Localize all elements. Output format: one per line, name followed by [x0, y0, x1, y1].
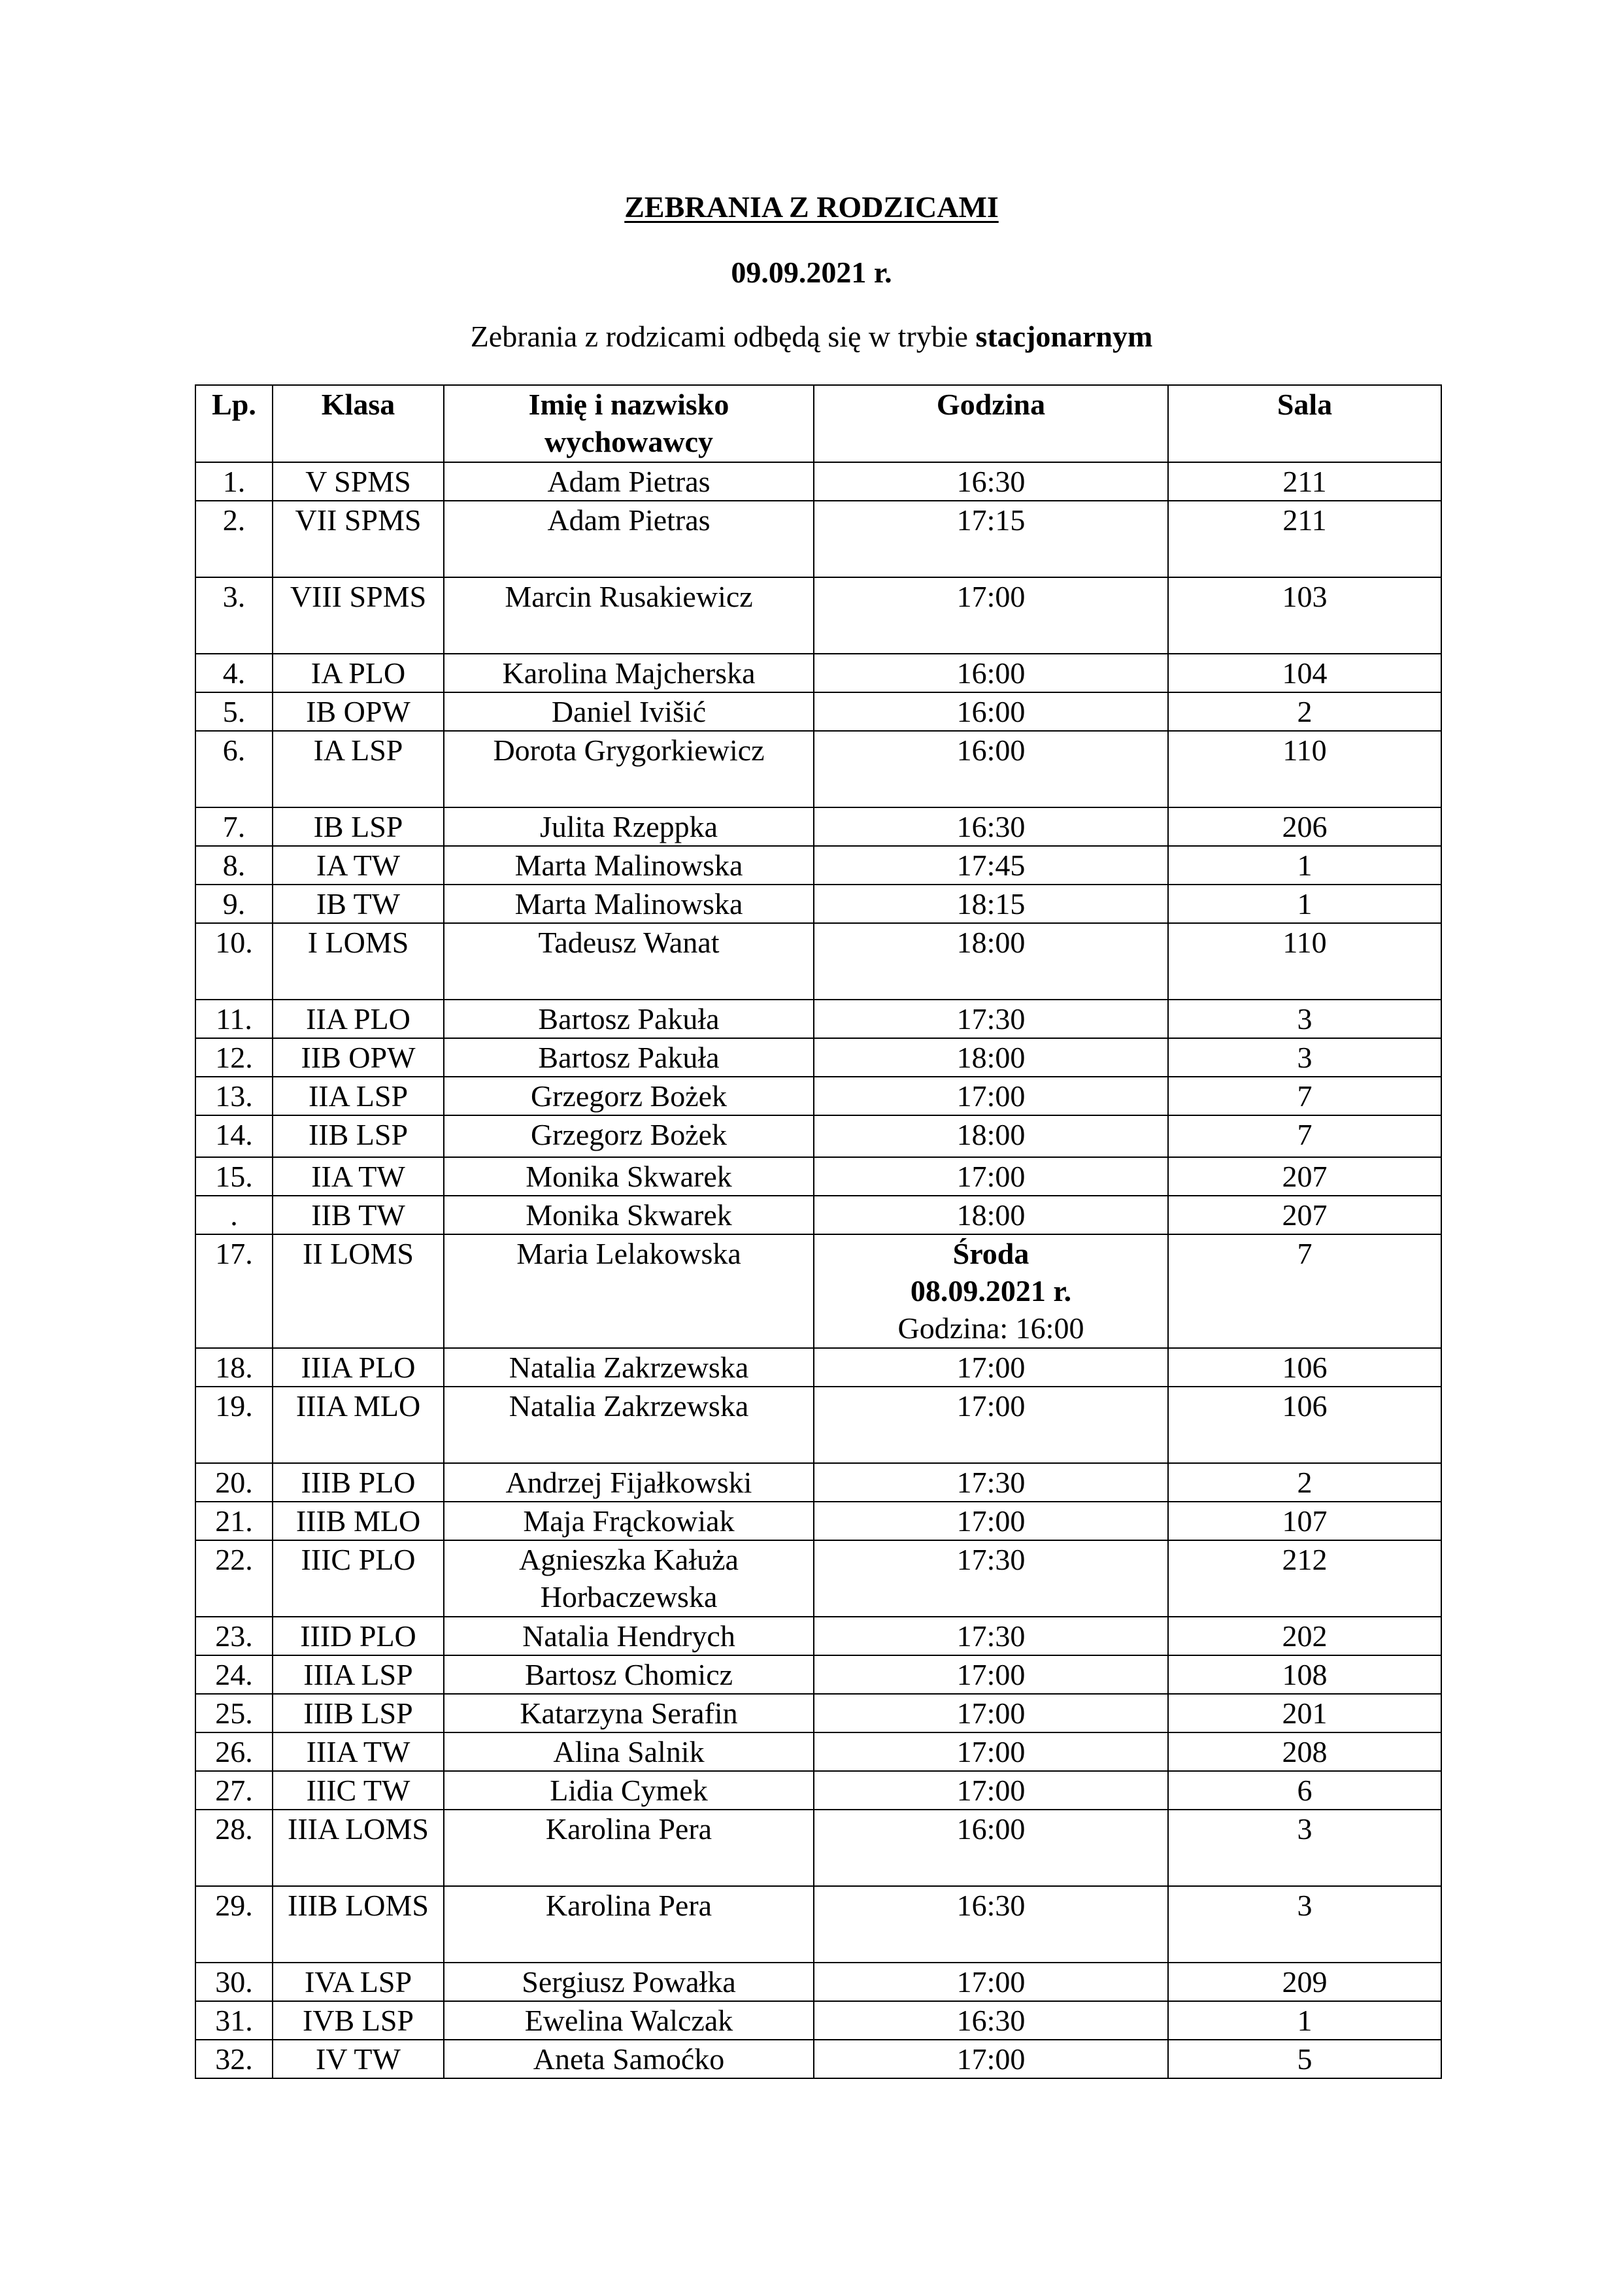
teacher-name: Natalia Zakrzewska: [444, 1387, 814, 1463]
meeting-time: 16:30: [814, 462, 1168, 501]
class-name: IIID PLO: [273, 1617, 444, 1655]
row-number: 24.: [195, 1655, 273, 1694]
header-lp: Lp.: [195, 385, 273, 462]
meeting-time: 17:30: [814, 1463, 1168, 1502]
meeting-time: 17:00: [814, 1732, 1168, 1771]
table-row: [195, 1463, 1441, 1502]
room-number: 211: [1168, 501, 1441, 577]
row-number: 3.: [195, 577, 273, 654]
meeting-time: 18:00: [814, 1196, 1168, 1234]
row-number: 5.: [195, 692, 273, 731]
table-row: [195, 2040, 1441, 2078]
class-name: IIIB PLO: [273, 1463, 444, 1502]
room-number: 108: [1168, 1655, 1441, 1694]
row-number: 11.: [195, 1000, 273, 1038]
room-number: 207: [1168, 1157, 1441, 1196]
teacher-name: Julita Rzeppka: [444, 807, 814, 846]
table-row: [195, 462, 1441, 501]
class-name: IIIB MLO: [273, 1502, 444, 1540]
room-number: 6: [1168, 1771, 1441, 1810]
room-number: 208: [1168, 1732, 1441, 1771]
meeting-day: Środa: [952, 1237, 1029, 1270]
teacher-name: Bartosz Pakuła: [444, 1000, 814, 1038]
teacher-name: Marta Malinowska: [444, 846, 814, 885]
class-name: IIA LSP: [273, 1077, 444, 1115]
teacher-name: Ewelina Walczak: [444, 2001, 814, 2040]
room-number: 110: [1168, 923, 1441, 1000]
table-row: [195, 501, 1441, 577]
meeting-time: 17:00: [814, 1077, 1168, 1115]
row-number: 8.: [195, 846, 273, 885]
table-row: [195, 1115, 1441, 1157]
class-name: IIIA PLO: [273, 1348, 444, 1387]
class-name: IA PLO: [273, 654, 444, 692]
table-row: [195, 1771, 1441, 1810]
table-row: [195, 1732, 1441, 1771]
table-row: [195, 731, 1441, 807]
meeting-time: 17:00: [814, 1655, 1168, 1694]
row-number: 13.: [195, 1077, 273, 1115]
row-number: 12.: [195, 1038, 273, 1077]
class-name: IIIC TW: [273, 1771, 444, 1810]
room-number: 1: [1168, 2001, 1441, 2040]
meeting-time: 16:00: [814, 692, 1168, 731]
teacher-name: Bartosz Pakuła: [444, 1038, 814, 1077]
class-name: IA TW: [273, 846, 444, 885]
teacher-name: Marcin Rusakiewicz: [444, 577, 814, 654]
meeting-schedule-table: [195, 384, 1442, 2079]
intro-text: Zebrania z rodzicami odbędą się w trybie: [470, 320, 976, 353]
table-row: [195, 1348, 1441, 1387]
class-name: IIIC PLO: [273, 1540, 444, 1617]
table-row: [195, 1810, 1441, 1886]
teacher-name: Dorota Grygorkiewicz: [444, 731, 814, 807]
meeting-time: 18:00: [814, 1038, 1168, 1077]
room-number: 7: [1168, 1115, 1441, 1157]
teacher-name: Alina Salnik: [444, 1732, 814, 1771]
teacher-name: Natalia Zakrzewska: [444, 1348, 814, 1387]
table-row: [195, 1038, 1441, 1077]
teacher-name: Karolina Pera: [444, 1886, 814, 1963]
class-name: IIIB LOMS: [273, 1886, 444, 1963]
meeting-time: 18:00: [814, 923, 1168, 1000]
table-row: [195, 846, 1441, 885]
room-number: 211: [1168, 462, 1441, 501]
meeting-time: [814, 1234, 1168, 1348]
row-number: 20.: [195, 1463, 273, 1502]
table-row: [195, 577, 1441, 654]
row-number: 14.: [195, 1115, 273, 1157]
room-number: 212: [1168, 1540, 1441, 1617]
row-number: 28.: [195, 1810, 273, 1886]
teacher-name: Monika Skwarek: [444, 1157, 814, 1196]
teacher-name: Maja Frąckowiak: [444, 1502, 814, 1540]
table-row: [195, 2001, 1441, 2040]
class-name: IIIA LSP: [273, 1655, 444, 1694]
room-number: 202: [1168, 1617, 1441, 1655]
meeting-time: 17:00: [814, 1694, 1168, 1732]
room-number: 206: [1168, 807, 1441, 846]
room-number: 3: [1168, 1038, 1441, 1077]
room-number: 207: [1168, 1196, 1441, 1234]
table-row: [195, 1655, 1441, 1694]
header-klasa: Klasa: [273, 385, 444, 462]
room-number: 2: [1168, 1463, 1441, 1502]
room-number: 7: [1168, 1077, 1441, 1115]
row-number: 15.: [195, 1157, 273, 1196]
meeting-time: 17:00: [814, 1771, 1168, 1810]
row-number: 23.: [195, 1617, 273, 1655]
room-number: 103: [1168, 577, 1441, 654]
class-name: IIIA LOMS: [273, 1810, 444, 1886]
table-row: [195, 1963, 1441, 2001]
meeting-time: 16:30: [814, 1886, 1168, 1963]
row-number: 25.: [195, 1694, 273, 1732]
class-name: VII SPMS: [273, 501, 444, 577]
table-row: [195, 1502, 1441, 1540]
row-number: 18.: [195, 1348, 273, 1387]
meeting-time: 17:00: [814, 1963, 1168, 2001]
room-number: 104: [1168, 654, 1441, 692]
row-number: 19.: [195, 1387, 273, 1463]
teacher-name: Karolina Majcherska: [444, 654, 814, 692]
class-name: I LOMS: [273, 923, 444, 1000]
table-row: [195, 1886, 1441, 1963]
teacher-name: Aneta Samoćko: [444, 2040, 814, 2078]
table-row: [195, 1387, 1441, 1463]
class-name: II LOMS: [273, 1234, 444, 1348]
class-name: IVA LSP: [273, 1963, 444, 2001]
header-room: Sala: [1168, 385, 1441, 462]
meeting-time: 17:00: [814, 1348, 1168, 1387]
room-number: 1: [1168, 885, 1441, 923]
teacher-name: Natalia Hendrych: [444, 1617, 814, 1655]
teacher-name: Andrzej Fijałkowski: [444, 1463, 814, 1502]
room-number: 3: [1168, 1000, 1441, 1038]
class-name: IB LSP: [273, 807, 444, 846]
meeting-time: 16:00: [814, 731, 1168, 807]
meeting-time: 17:15: [814, 501, 1168, 577]
class-name: IB OPW: [273, 692, 444, 731]
teacher-name: Karolina Pera: [444, 1810, 814, 1886]
row-number: 32.: [195, 2040, 273, 2078]
document-intro: [0, 319, 1623, 354]
teacher-name: Marta Malinowska: [444, 885, 814, 923]
room-number: 3: [1168, 1886, 1441, 1963]
meeting-time: 18:15: [814, 885, 1168, 923]
meeting-time: 16:30: [814, 807, 1168, 846]
teacher-name: Adam Pietras: [444, 501, 814, 577]
room-number: 107: [1168, 1502, 1441, 1540]
teacher-name: Monika Skwarek: [444, 1196, 814, 1234]
row-number: 10.: [195, 923, 273, 1000]
class-name: IIIA TW: [273, 1732, 444, 1771]
row-number: 22.: [195, 1540, 273, 1617]
teacher-name: Tadeusz Wanat: [444, 923, 814, 1000]
teacher-name: Grzegorz Bożek: [444, 1077, 814, 1115]
row-number: 4.: [195, 654, 273, 692]
document-date: 09.09.2021 r.: [731, 256, 892, 289]
table-row: [195, 1234, 1441, 1348]
room-number: 2: [1168, 692, 1441, 731]
room-number: 106: [1168, 1387, 1441, 1463]
meeting-time: 17:00: [814, 1387, 1168, 1463]
room-number: 1: [1168, 846, 1441, 885]
row-number: 6.: [195, 731, 273, 807]
table-row: [195, 1077, 1441, 1115]
teacher-name: Agnieszka Kałuża Horbaczewska: [444, 1540, 814, 1617]
document-title: ZEBRANIA Z RODZICAMI: [624, 190, 999, 224]
table-row: [195, 885, 1441, 923]
row-number: 7.: [195, 807, 273, 846]
room-number: 201: [1168, 1694, 1441, 1732]
meeting-time: 17:00: [814, 2040, 1168, 2078]
table-row: [195, 1157, 1441, 1196]
class-name: IIIB LSP: [273, 1694, 444, 1732]
table-row: [195, 1196, 1441, 1234]
class-name: V SPMS: [273, 462, 444, 501]
row-number: 31.: [195, 2001, 273, 2040]
class-name: IA LSP: [273, 731, 444, 807]
meeting-time: 17:00: [814, 577, 1168, 654]
header-teacher-name: Imię i nazwisko wychowawcy: [444, 385, 814, 462]
table-row: [195, 692, 1441, 731]
class-name: IIB TW: [273, 1196, 444, 1234]
table-row: [195, 923, 1441, 1000]
meeting-time: 17:30: [814, 1540, 1168, 1617]
teacher-name: Lidia Cymek: [444, 1771, 814, 1810]
teacher-name: Adam Pietras: [444, 462, 814, 501]
table-row: [195, 1540, 1441, 1617]
table-row: [195, 1617, 1441, 1655]
class-name: IV TW: [273, 2040, 444, 2078]
header-time: Godzina: [814, 385, 1168, 462]
room-number: 5: [1168, 2040, 1441, 2078]
room-number: 7: [1168, 1234, 1441, 1348]
meeting-time: 17:00: [814, 1157, 1168, 1196]
meeting-date: 08.09.2021 r.: [910, 1274, 1072, 1308]
meeting-time: 18:00: [814, 1115, 1168, 1157]
meeting-time: 16:30: [814, 2001, 1168, 2040]
teacher-name: Grzegorz Bożek: [444, 1115, 814, 1157]
table-row: [195, 1694, 1441, 1732]
meeting-time: 17:45: [814, 846, 1168, 885]
class-name: IVB LSP: [273, 2001, 444, 2040]
row-number: 29.: [195, 1886, 273, 1963]
teacher-name: Bartosz Chomicz: [444, 1655, 814, 1694]
table-header-row: [195, 385, 1441, 462]
teacher-name: Sergiusz Powałka: [444, 1963, 814, 2001]
row-number: 30.: [195, 1963, 273, 2001]
teacher-name: Daniel Ivišić: [444, 692, 814, 731]
intro-mode: stacjonarnym: [975, 320, 1153, 353]
meeting-time: 17:30: [814, 1000, 1168, 1038]
class-name: IIA PLO: [273, 1000, 444, 1038]
row-number: 26.: [195, 1732, 273, 1771]
table-row: [195, 807, 1441, 846]
row-number: .: [195, 1196, 273, 1234]
room-number: 106: [1168, 1348, 1441, 1387]
meeting-time: 16:00: [814, 654, 1168, 692]
table-row: [195, 654, 1441, 692]
row-number: 27.: [195, 1771, 273, 1810]
class-name: VIII SPMS: [273, 577, 444, 654]
room-number: 110: [1168, 731, 1441, 807]
teacher-name: Katarzyna Serafin: [444, 1694, 814, 1732]
class-name: IIIA MLO: [273, 1387, 444, 1463]
row-number: 9.: [195, 885, 273, 923]
room-number: 209: [1168, 1963, 1441, 2001]
class-name: IB TW: [273, 885, 444, 923]
table-body: [195, 462, 1441, 2078]
meeting-time: 17:30: [814, 1617, 1168, 1655]
class-name: IIB LSP: [273, 1115, 444, 1157]
row-number: 21.: [195, 1502, 273, 1540]
room-number: 3: [1168, 1810, 1441, 1886]
meeting-hour: Godzina: 16:00: [897, 1311, 1084, 1345]
table-row: [195, 1000, 1441, 1038]
row-number: 2.: [195, 501, 273, 577]
row-number: 1.: [195, 462, 273, 501]
class-name: IIB OPW: [273, 1038, 444, 1077]
class-name: IIA TW: [273, 1157, 444, 1196]
meeting-time: 16:00: [814, 1810, 1168, 1886]
meeting-time: 17:00: [814, 1502, 1168, 1540]
row-number: 17.: [195, 1234, 273, 1348]
teacher-name: Maria Lelakowska: [444, 1234, 814, 1348]
